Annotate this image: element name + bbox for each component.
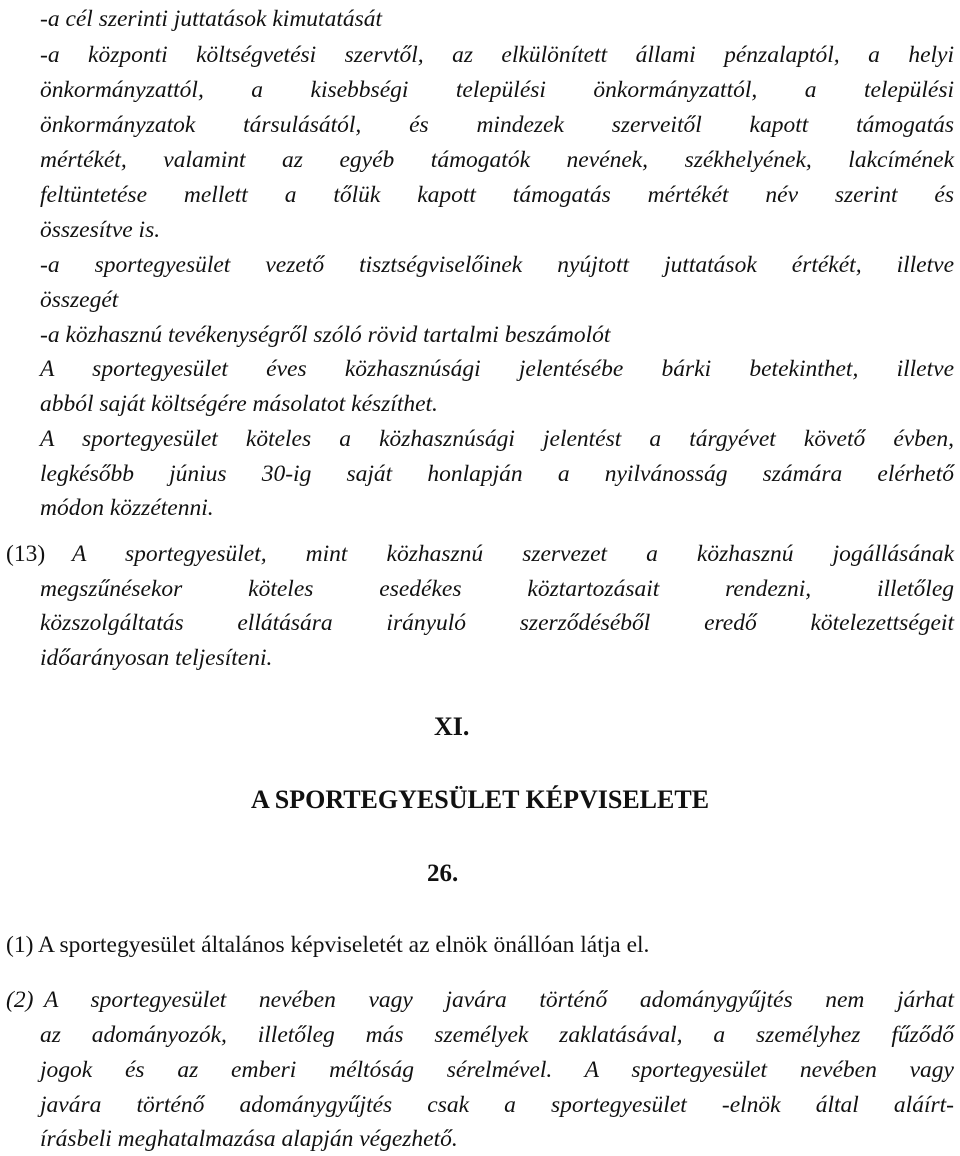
text-line: -a cél szerinti juttatások kimutatását: [40, 6, 383, 32]
text-line: jogok és az emberi méltóság sérelmével. A sportegyesület nevében vagy: [40, 1057, 954, 1083]
text-line: A sportegyesület, mint közhasznú szervezet a közhasznú jogállásának: [72, 541, 954, 567]
text-line: időarányosan teljesíteni.: [40, 645, 273, 671]
paragraph-number: (13): [6, 541, 46, 567]
text-line: írásbeli meghatalmazása alapján végezhető.: [40, 1126, 458, 1152]
article-num-text: 26.: [427, 860, 459, 887]
text-line: megszűnésekor köteles esedékes köztartozásait rendezni, illetőleg: [40, 576, 954, 602]
paragraph-1: (1) A sportegyesület általános képviseletét az elnök önállóan látja el.: [6, 932, 650, 958]
text-line: összesítve is.: [40, 217, 161, 243]
text-line: abból saját költségére másolatot készíthet.: [40, 391, 438, 417]
text-line: az adományozók, illetőleg más személyek zaklatásával, a személyhez fűződő: [40, 1022, 954, 1048]
section-number: XI.: [434, 712, 470, 741]
text-line: módon közzétenni.: [40, 495, 214, 521]
text-line: közszolgáltatás ellátására irányuló szerződéséből eredő kötelezettségeit: [40, 610, 954, 636]
text-line: A sportegyesület éves közhasznúsági jelentésébe bárki betekinthet, illetve: [40, 356, 954, 382]
text-line: összegét: [40, 287, 119, 313]
paragraph-number: (2): [6, 987, 34, 1013]
text-line: -a sportegyesület vezető tisztségviselőinek nyújtott juttatások értékét, illetve: [40, 252, 954, 278]
article-number: [427, 857, 472, 891]
text-line: önkormányzattól, a kisebbségi települési önkormányzattól, a települési: [40, 77, 954, 103]
text-line: feltüntetése mellett a tőlük kapott támogatás mértékét név szerint és: [40, 182, 954, 208]
text-line: A sportegyesület köteles a közhasznúsági jelentést a tárgyévet követő évben,: [40, 426, 954, 452]
text-line: javára történő adománygyűjtés csak a sportegyesület -elnök által aláírt-: [40, 1092, 954, 1118]
text-line: mértékét, valamint az egyéb támogatók nevének, székhelyének, lakcímének: [40, 147, 954, 173]
section-title: A SPORTEGYESÜLET KÉPVISELETE: [250, 785, 710, 814]
text-line: önkormányzatok társulásától, és mindezek szerveitől kapott támogatás: [40, 112, 954, 138]
text-line: A sportegyesület nevében vagy javára történő adománygyűjtés nem járhat: [44, 987, 954, 1013]
text-line: -a központi költségvetési szervtől, az elkülönített állami pénzalaptól, a helyi: [40, 42, 954, 68]
text-line: legkésőbb június 30-ig saját honlapján a nyilvánosság számára elérhető: [40, 461, 954, 487]
text-line: -a közhasznú tevékenységről szóló rövid tartalmi beszámolót: [40, 322, 611, 348]
